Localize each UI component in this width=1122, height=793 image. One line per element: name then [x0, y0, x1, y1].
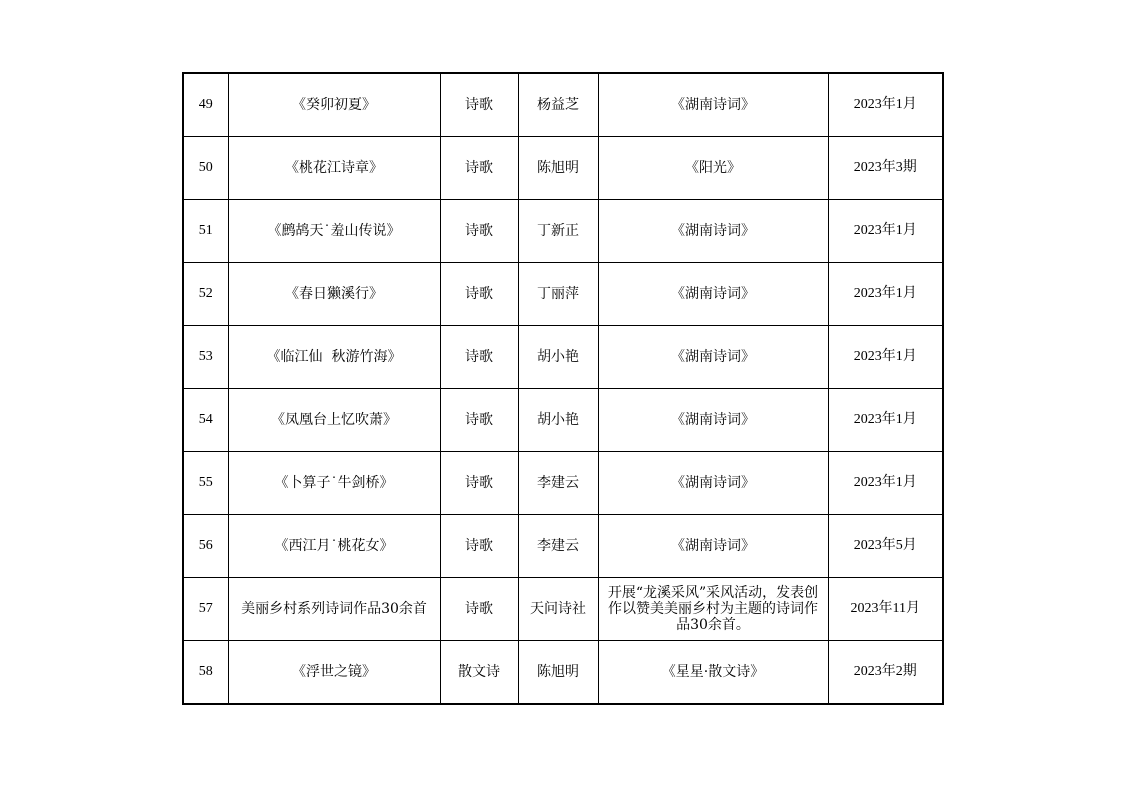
- row-number: 55: [183, 452, 228, 515]
- work-title: 《癸卯初夏》: [228, 73, 440, 137]
- work-author: 胡小艳: [518, 389, 598, 452]
- table-row: [183, 578, 943, 641]
- work-author: 李建云: [518, 515, 598, 578]
- publication-venue: 《阳光》: [598, 137, 828, 200]
- publication-venue: 《星星·散文诗》: [598, 641, 828, 705]
- work-title: 《临江仙 秋游竹海》: [228, 326, 440, 389]
- publication-date: 2023年1月: [828, 452, 943, 515]
- row-number: 54: [183, 389, 228, 452]
- publication-date: 2023年5月: [828, 515, 943, 578]
- work-genre: 诗歌: [440, 73, 518, 137]
- table-row: [183, 389, 943, 452]
- work-title: 美丽乡村系列诗词作品30余首: [228, 578, 440, 641]
- publication-venue: 开展“龙溪采风”采风活动，发表创作以赞美美丽乡村为主题的诗词作品30余首。: [598, 578, 828, 641]
- publication-venue: 《湖南诗词》: [598, 515, 828, 578]
- row-number: 52: [183, 263, 228, 326]
- work-title: 《鹧鸪天˙羞山传说》: [228, 200, 440, 263]
- publication-date: 2023年1月: [828, 389, 943, 452]
- work-genre: 散文诗: [440, 641, 518, 705]
- work-genre: 诗歌: [440, 263, 518, 326]
- work-genre: 诗歌: [440, 515, 518, 578]
- work-title: 《卜算子˙牛剑桥》: [228, 452, 440, 515]
- works-table-body: [183, 73, 943, 704]
- table-row: [183, 73, 943, 137]
- row-number: 51: [183, 200, 228, 263]
- publication-date: 2023年2期: [828, 641, 943, 705]
- publication-venue: 《湖南诗词》: [598, 73, 828, 137]
- publication-venue: 《湖南诗词》: [598, 263, 828, 326]
- work-author: 丁新正: [518, 200, 598, 263]
- publication-venue: 《湖南诗词》: [598, 389, 828, 452]
- row-number: 50: [183, 137, 228, 200]
- row-number: 49: [183, 73, 228, 137]
- work-title: 《西江月˙桃花女》: [228, 515, 440, 578]
- work-genre: 诗歌: [440, 389, 518, 452]
- work-author: 天问诗社: [518, 578, 598, 641]
- work-genre: 诗歌: [440, 326, 518, 389]
- work-author: 陈旭明: [518, 641, 598, 705]
- publication-date: 2023年11月: [828, 578, 943, 641]
- work-author: 陈旭明: [518, 137, 598, 200]
- table-row: [183, 263, 943, 326]
- table-row: [183, 137, 943, 200]
- work-title: 《桃花江诗章》: [228, 137, 440, 200]
- works-table: [182, 72, 944, 705]
- work-author: 胡小艳: [518, 326, 598, 389]
- work-genre: 诗歌: [440, 137, 518, 200]
- table-row: [183, 326, 943, 389]
- row-number: 53: [183, 326, 228, 389]
- publication-date: 2023年1月: [828, 326, 943, 389]
- work-genre: 诗歌: [440, 452, 518, 515]
- work-title: 《凤凰台上忆吹萧》: [228, 389, 440, 452]
- work-title: 《春日獭溪行》: [228, 263, 440, 326]
- publication-venue: 《湖南诗词》: [598, 326, 828, 389]
- table-row: [183, 200, 943, 263]
- row-number: 57: [183, 578, 228, 641]
- publication-date: 2023年1月: [828, 73, 943, 137]
- publication-venue: 《湖南诗词》: [598, 452, 828, 515]
- publication-date: 2023年3期: [828, 137, 943, 200]
- work-author: 丁丽萍: [518, 263, 598, 326]
- publication-venue: 《湖南诗词》: [598, 200, 828, 263]
- publication-date: 2023年1月: [828, 200, 943, 263]
- work-author: 李建云: [518, 452, 598, 515]
- row-number: 58: [183, 641, 228, 705]
- work-author: 杨益芝: [518, 73, 598, 137]
- table-row: [183, 641, 943, 705]
- work-genre: 诗歌: [440, 578, 518, 641]
- row-number: 56: [183, 515, 228, 578]
- work-title: 《浮世之镜》: [228, 641, 440, 705]
- work-genre: 诗歌: [440, 200, 518, 263]
- publication-date: 2023年1月: [828, 263, 943, 326]
- table-row: [183, 452, 943, 515]
- table-row: [183, 515, 943, 578]
